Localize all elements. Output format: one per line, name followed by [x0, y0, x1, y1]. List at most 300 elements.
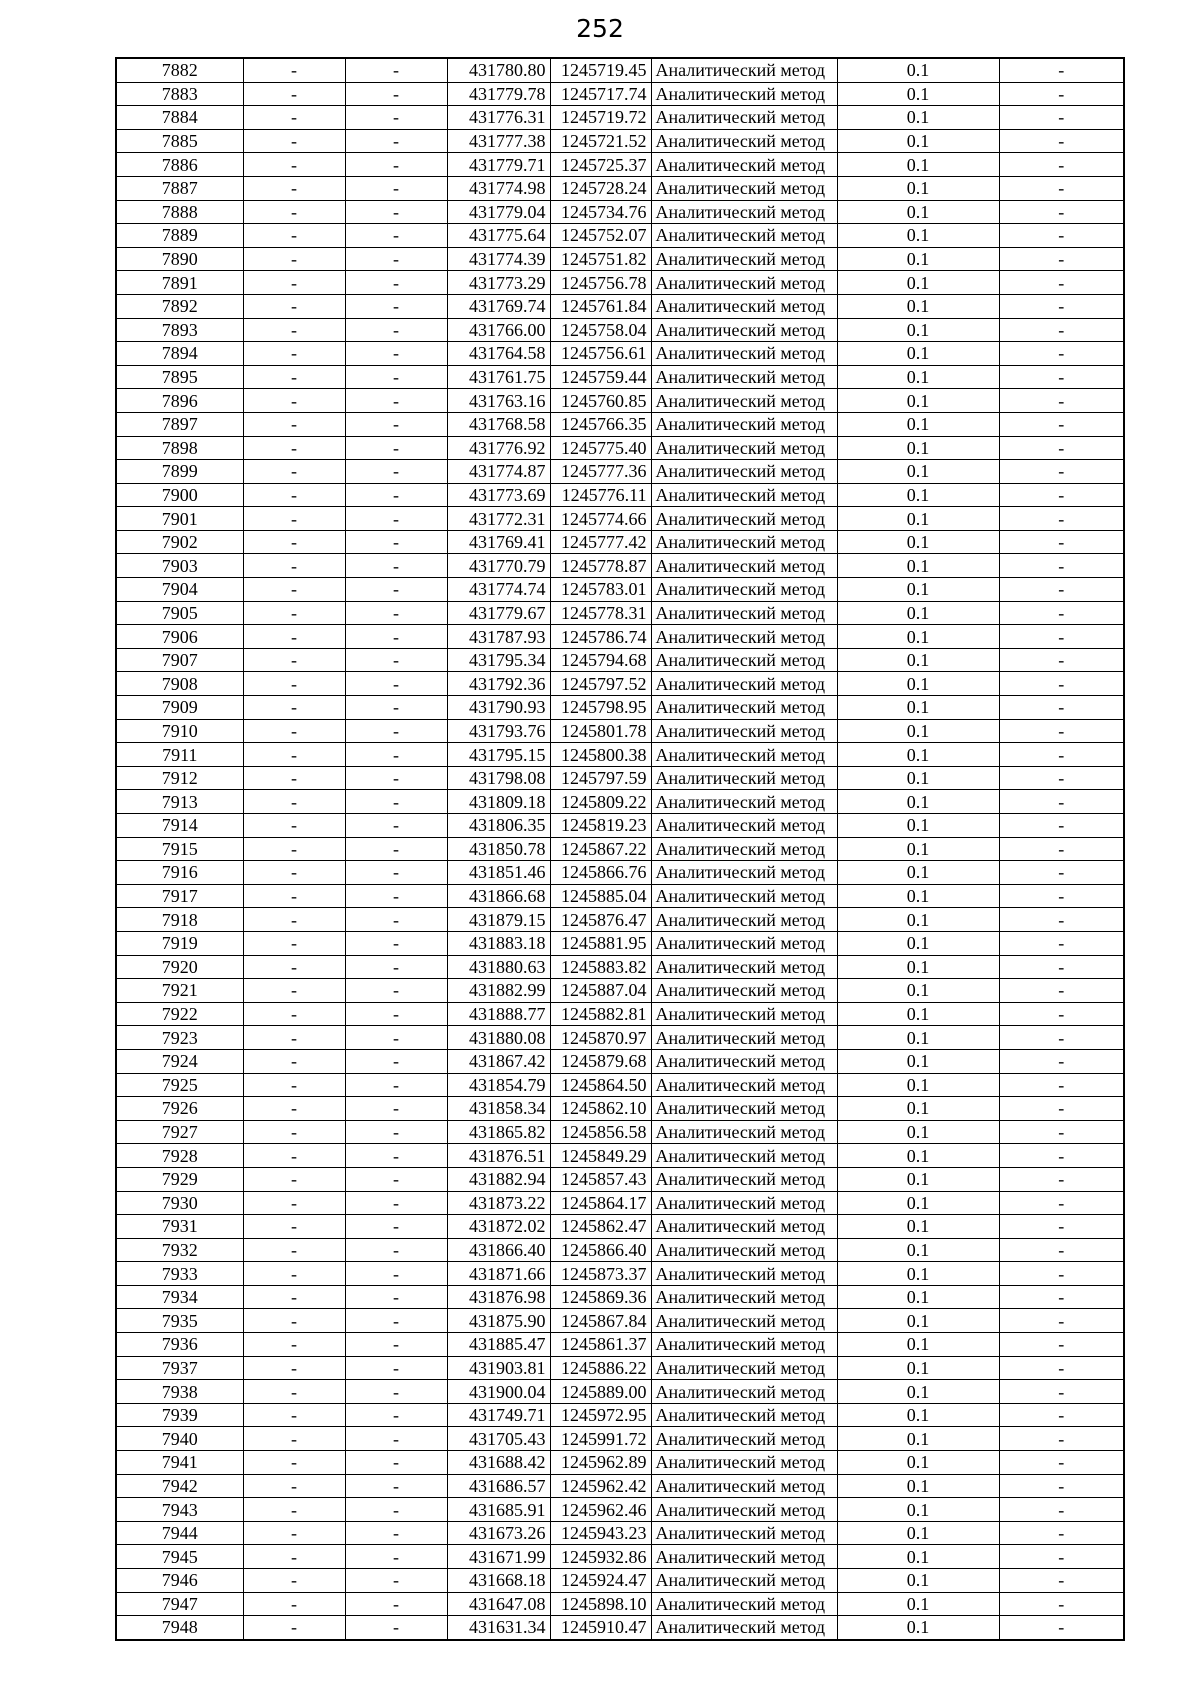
dash-cell: - [243, 1474, 345, 1498]
point-number-cell: 7906 [116, 625, 243, 649]
point-number-cell: 7938 [116, 1380, 243, 1404]
point-number-cell: 7936 [116, 1333, 243, 1357]
x-coordinate-cell: 431673.26 [447, 1521, 550, 1545]
point-number-cell: 7897 [116, 412, 243, 436]
x-coordinate-cell: 431780.80 [447, 58, 550, 82]
method-cell: Аналитический метод [651, 790, 837, 814]
dash-cell: - [999, 837, 1124, 861]
accuracy-cell: 0.1 [837, 389, 999, 413]
method-cell: Аналитический метод [651, 58, 837, 82]
accuracy-cell: 0.1 [837, 224, 999, 248]
dash-cell: - [999, 224, 1124, 248]
y-coordinate-cell: 1245819.23 [550, 814, 651, 838]
table-row [116, 1002, 1124, 1026]
dash-cell: - [243, 389, 345, 413]
accuracy-cell: 0.1 [837, 483, 999, 507]
x-coordinate-cell: 431866.40 [447, 1238, 550, 1262]
method-cell: Аналитический метод [651, 106, 837, 130]
accuracy-cell: 0.1 [837, 1403, 999, 1427]
accuracy-cell: 0.1 [837, 1427, 999, 1451]
accuracy-cell: 0.1 [837, 1356, 999, 1380]
point-number-cell: 7935 [116, 1309, 243, 1333]
x-coordinate-cell: 431774.39 [447, 247, 550, 271]
x-coordinate-cell: 431769.41 [447, 530, 550, 554]
y-coordinate-cell: 1245761.84 [550, 294, 651, 318]
dash-cell: - [243, 483, 345, 507]
point-number-cell: 7925 [116, 1073, 243, 1097]
point-number-cell: 7948 [116, 1616, 243, 1640]
x-coordinate-cell: 431647.08 [447, 1592, 550, 1616]
table-row [116, 861, 1124, 885]
accuracy-cell: 0.1 [837, 294, 999, 318]
table-row [116, 1569, 1124, 1593]
method-cell: Аналитический метод [651, 271, 837, 295]
y-coordinate-cell: 1245881.95 [550, 931, 651, 955]
x-coordinate-cell: 431866.68 [447, 884, 550, 908]
table-row [116, 554, 1124, 578]
dash-cell: - [243, 1191, 345, 1215]
accuracy-cell: 0.1 [837, 365, 999, 389]
dash-cell: - [345, 1120, 447, 1144]
y-coordinate-cell: 1245797.59 [550, 766, 651, 790]
dash-cell: - [999, 648, 1124, 672]
x-coordinate-cell: 431774.98 [447, 176, 550, 200]
x-coordinate-cell: 431809.18 [447, 790, 550, 814]
x-coordinate-cell: 431903.81 [447, 1356, 550, 1380]
dash-cell: - [999, 530, 1124, 554]
accuracy-cell: 0.1 [837, 1191, 999, 1215]
y-coordinate-cell: 1245783.01 [550, 578, 651, 602]
y-coordinate-cell: 1245876.47 [550, 908, 651, 932]
method-cell: Аналитический метод [651, 908, 837, 932]
table-row [116, 1309, 1124, 1333]
point-number-cell: 7942 [116, 1474, 243, 1498]
x-coordinate-cell: 431779.67 [447, 601, 550, 625]
accuracy-cell: 0.1 [837, 412, 999, 436]
dash-cell: - [243, 436, 345, 460]
dash-cell: - [999, 1026, 1124, 1050]
dash-cell: - [345, 1569, 447, 1593]
method-cell: Аналитический метод [651, 1380, 837, 1404]
table-row [116, 389, 1124, 413]
dash-cell: - [999, 1073, 1124, 1097]
dash-cell: - [243, 578, 345, 602]
point-number-cell: 7895 [116, 365, 243, 389]
method-cell: Аналитический метод [651, 719, 837, 743]
dash-cell: - [999, 153, 1124, 177]
dash-cell: - [999, 389, 1124, 413]
dash-cell: - [243, 719, 345, 743]
dash-cell: - [243, 672, 345, 696]
dash-cell: - [345, 908, 447, 932]
method-cell: Аналитический метод [651, 1616, 837, 1640]
dash-cell: - [999, 719, 1124, 743]
table-row [116, 153, 1124, 177]
dash-cell: - [345, 224, 447, 248]
dash-cell: - [345, 743, 447, 767]
table-row [116, 1545, 1124, 1569]
x-coordinate-cell: 431774.87 [447, 460, 550, 484]
dash-cell: - [999, 1191, 1124, 1215]
y-coordinate-cell: 1245809.22 [550, 790, 651, 814]
x-coordinate-cell: 431793.76 [447, 719, 550, 743]
dash-cell: - [345, 648, 447, 672]
dash-cell: - [999, 460, 1124, 484]
point-number-cell: 7928 [116, 1144, 243, 1168]
dash-cell: - [345, 1427, 447, 1451]
method-cell: Аналитический метод [651, 672, 837, 696]
method-cell: Аналитический метод [651, 743, 837, 767]
coordinates-table [115, 57, 1125, 1641]
x-coordinate-cell: 431851.46 [447, 861, 550, 885]
x-coordinate-cell: 431880.08 [447, 1026, 550, 1050]
dash-cell: - [345, 1521, 447, 1545]
dash-cell: - [243, 648, 345, 672]
accuracy-cell: 0.1 [837, 1144, 999, 1168]
dash-cell: - [999, 1380, 1124, 1404]
point-number-cell: 7943 [116, 1498, 243, 1522]
table-row [116, 790, 1124, 814]
dash-cell: - [345, 696, 447, 720]
point-number-cell: 7914 [116, 814, 243, 838]
dash-cell: - [243, 1545, 345, 1569]
method-cell: Аналитический метод [651, 578, 837, 602]
x-coordinate-cell: 431806.35 [447, 814, 550, 838]
x-coordinate-cell: 431774.74 [447, 578, 550, 602]
dash-cell: - [345, 719, 447, 743]
method-cell: Аналитический метод [651, 1521, 837, 1545]
dash-cell: - [243, 247, 345, 271]
accuracy-cell: 0.1 [837, 1616, 999, 1640]
method-cell: Аналитический метод [651, 1120, 837, 1144]
dash-cell: - [999, 1498, 1124, 1522]
y-coordinate-cell: 1245725.37 [550, 153, 651, 177]
accuracy-cell: 0.1 [837, 129, 999, 153]
table-row [116, 1144, 1124, 1168]
point-number-cell: 7887 [116, 176, 243, 200]
dash-cell: - [243, 908, 345, 932]
x-coordinate-cell: 431776.31 [447, 106, 550, 130]
dash-cell: - [345, 861, 447, 885]
dash-cell: - [243, 1026, 345, 1050]
y-coordinate-cell: 1245869.36 [550, 1285, 651, 1309]
dash-cell: - [999, 908, 1124, 932]
dash-cell: - [999, 412, 1124, 436]
table-row [116, 719, 1124, 743]
x-coordinate-cell: 431749.71 [447, 1403, 550, 1427]
dash-cell: - [999, 1403, 1124, 1427]
table-row [116, 365, 1124, 389]
dash-cell: - [243, 1616, 345, 1640]
accuracy-cell: 0.1 [837, 648, 999, 672]
dash-cell: - [243, 530, 345, 554]
method-cell: Аналитический метод [651, 389, 837, 413]
dash-cell: - [243, 1427, 345, 1451]
table-row [116, 294, 1124, 318]
dash-cell: - [345, 1309, 447, 1333]
accuracy-cell: 0.1 [837, 578, 999, 602]
dash-cell: - [345, 672, 447, 696]
y-coordinate-cell: 1245870.97 [550, 1026, 651, 1050]
dash-cell: - [243, 766, 345, 790]
dash-cell: - [345, 1167, 447, 1191]
dash-cell: - [345, 979, 447, 1003]
x-coordinate-cell: 431779.04 [447, 200, 550, 224]
point-number-cell: 7944 [116, 1521, 243, 1545]
method-cell: Аналитический метод [651, 1049, 837, 1073]
y-coordinate-cell: 1245887.04 [550, 979, 651, 1003]
x-coordinate-cell: 431685.91 [447, 1498, 550, 1522]
accuracy-cell: 0.1 [837, 814, 999, 838]
dash-cell: - [999, 814, 1124, 838]
dash-cell: - [999, 766, 1124, 790]
y-coordinate-cell: 1245864.17 [550, 1191, 651, 1215]
x-coordinate-cell: 431883.18 [447, 931, 550, 955]
y-coordinate-cell: 1245867.22 [550, 837, 651, 861]
x-coordinate-cell: 431671.99 [447, 1545, 550, 1569]
point-number-cell: 7900 [116, 483, 243, 507]
dash-cell: - [345, 412, 447, 436]
dash-cell: - [243, 507, 345, 531]
dash-cell: - [999, 271, 1124, 295]
method-cell: Аналитический метод [651, 1403, 837, 1427]
y-coordinate-cell: 1245861.37 [550, 1333, 651, 1357]
point-number-cell: 7891 [116, 271, 243, 295]
dash-cell: - [345, 1073, 447, 1097]
table-row [116, 884, 1124, 908]
dash-cell: - [999, 1285, 1124, 1309]
y-coordinate-cell: 1245775.40 [550, 436, 651, 460]
method-cell: Аналитический метод [651, 1474, 837, 1498]
point-number-cell: 7894 [116, 342, 243, 366]
point-number-cell: 7909 [116, 696, 243, 720]
accuracy-cell: 0.1 [837, 884, 999, 908]
dash-cell: - [243, 1498, 345, 1522]
dash-cell: - [243, 743, 345, 767]
page-number: 252 [576, 14, 624, 43]
accuracy-cell: 0.1 [837, 1380, 999, 1404]
dash-cell: - [243, 271, 345, 295]
method-cell: Аналитический метод [651, 1592, 837, 1616]
table-row [116, 1073, 1124, 1097]
table-row [116, 483, 1124, 507]
table-row [116, 743, 1124, 767]
method-cell: Аналитический метод [651, 460, 837, 484]
y-coordinate-cell: 1245879.68 [550, 1049, 651, 1073]
table-row [116, 1285, 1124, 1309]
table-row [116, 1616, 1124, 1640]
dash-cell: - [345, 153, 447, 177]
dash-cell: - [243, 1309, 345, 1333]
dash-cell: - [999, 1427, 1124, 1451]
y-coordinate-cell: 1245866.76 [550, 861, 651, 885]
accuracy-cell: 0.1 [837, 460, 999, 484]
point-number-cell: 7902 [116, 530, 243, 554]
y-coordinate-cell: 1245864.50 [550, 1073, 651, 1097]
accuracy-cell: 0.1 [837, 200, 999, 224]
point-number-cell: 7940 [116, 1427, 243, 1451]
dash-cell: - [243, 1262, 345, 1286]
x-coordinate-cell: 431773.69 [447, 483, 550, 507]
method-cell: Аналитический метод [651, 412, 837, 436]
dash-cell: - [243, 1569, 345, 1593]
point-number-cell: 7898 [116, 436, 243, 460]
accuracy-cell: 0.1 [837, 106, 999, 130]
dash-cell: - [243, 1403, 345, 1427]
x-coordinate-cell: 431761.75 [447, 365, 550, 389]
point-number-cell: 7923 [116, 1026, 243, 1050]
table-row [116, 1474, 1124, 1498]
point-number-cell: 7888 [116, 200, 243, 224]
dash-cell: - [999, 1002, 1124, 1026]
method-cell: Аналитический метод [651, 153, 837, 177]
dash-cell: - [999, 1616, 1124, 1640]
x-coordinate-cell: 431858.34 [447, 1097, 550, 1121]
accuracy-cell: 0.1 [837, 58, 999, 82]
table-row [116, 271, 1124, 295]
accuracy-cell: 0.1 [837, 696, 999, 720]
point-number-cell: 7946 [116, 1569, 243, 1593]
y-coordinate-cell: 1245798.95 [550, 696, 651, 720]
y-coordinate-cell: 1245786.74 [550, 625, 651, 649]
dash-cell: - [243, 790, 345, 814]
x-coordinate-cell: 431668.18 [447, 1569, 550, 1593]
accuracy-cell: 0.1 [837, 1238, 999, 1262]
accuracy-cell: 0.1 [837, 1262, 999, 1286]
dash-cell: - [243, 224, 345, 248]
dash-cell: - [345, 1144, 447, 1168]
point-number-cell: 7884 [116, 106, 243, 130]
y-coordinate-cell: 1245943.23 [550, 1521, 651, 1545]
x-coordinate-cell: 431867.42 [447, 1049, 550, 1073]
dash-cell: - [999, 1521, 1124, 1545]
method-cell: Аналитический метод [651, 1144, 837, 1168]
table-row [116, 1120, 1124, 1144]
point-number-cell: 7911 [116, 743, 243, 767]
method-cell: Аналитический метод [651, 554, 837, 578]
table-row [116, 1498, 1124, 1522]
method-cell: Аналитический метод [651, 814, 837, 838]
dash-cell: - [345, 625, 447, 649]
x-coordinate-cell: 431876.51 [447, 1144, 550, 1168]
accuracy-cell: 0.1 [837, 176, 999, 200]
accuracy-cell: 0.1 [837, 1521, 999, 1545]
dash-cell: - [243, 884, 345, 908]
accuracy-cell: 0.1 [837, 1120, 999, 1144]
table-row [116, 601, 1124, 625]
point-number-cell: 7922 [116, 1002, 243, 1026]
dash-cell: - [345, 1215, 447, 1239]
method-cell: Аналитический метод [651, 436, 837, 460]
method-cell: Аналитический метод [651, 1285, 837, 1309]
accuracy-cell: 0.1 [837, 1498, 999, 1522]
dash-cell: - [999, 672, 1124, 696]
table-row [116, 436, 1124, 460]
x-coordinate-cell: 431790.93 [447, 696, 550, 720]
dash-cell: - [345, 554, 447, 578]
dash-cell: - [999, 1474, 1124, 1498]
dash-cell: - [243, 1002, 345, 1026]
dash-cell: - [999, 884, 1124, 908]
dash-cell: - [345, 1545, 447, 1569]
dash-cell: - [243, 1120, 345, 1144]
dash-cell: - [345, 884, 447, 908]
table-row [116, 1427, 1124, 1451]
point-number-cell: 7917 [116, 884, 243, 908]
dash-cell: - [345, 766, 447, 790]
point-number-cell: 7924 [116, 1049, 243, 1073]
method-cell: Аналитический метод [651, 1356, 837, 1380]
table-row [116, 814, 1124, 838]
y-coordinate-cell: 1245898.10 [550, 1592, 651, 1616]
x-coordinate-cell: 431768.58 [447, 412, 550, 436]
x-coordinate-cell: 431798.08 [447, 766, 550, 790]
dash-cell: - [999, 979, 1124, 1003]
x-coordinate-cell: 431766.00 [447, 318, 550, 342]
dash-cell: - [243, 955, 345, 979]
accuracy-cell: 0.1 [837, 861, 999, 885]
dash-cell: - [243, 129, 345, 153]
table-row [116, 1049, 1124, 1073]
method-cell: Аналитический метод [651, 318, 837, 342]
y-coordinate-cell: 1245862.47 [550, 1215, 651, 1239]
x-coordinate-cell: 431769.74 [447, 294, 550, 318]
table-row [116, 1238, 1124, 1262]
dash-cell: - [345, 318, 447, 342]
table-row [116, 1167, 1124, 1191]
table-row [116, 1262, 1124, 1286]
accuracy-cell: 0.1 [837, 554, 999, 578]
point-number-cell: 7939 [116, 1403, 243, 1427]
table-row [116, 1097, 1124, 1121]
table-row [116, 578, 1124, 602]
method-cell: Аналитический метод [651, 200, 837, 224]
x-coordinate-cell: 431876.98 [447, 1285, 550, 1309]
dash-cell: - [243, 1285, 345, 1309]
y-coordinate-cell: 1245800.38 [550, 743, 651, 767]
accuracy-cell: 0.1 [837, 1592, 999, 1616]
y-coordinate-cell: 1245910.47 [550, 1616, 651, 1640]
method-cell: Аналитический метод [651, 1073, 837, 1097]
y-coordinate-cell: 1245794.68 [550, 648, 651, 672]
x-coordinate-cell: 431795.34 [447, 648, 550, 672]
y-coordinate-cell: 1245867.84 [550, 1309, 651, 1333]
dash-cell: - [999, 82, 1124, 106]
dash-cell: - [345, 814, 447, 838]
y-coordinate-cell: 1245756.61 [550, 342, 651, 366]
point-number-cell: 7896 [116, 389, 243, 413]
dash-cell: - [999, 294, 1124, 318]
dash-cell: - [999, 1545, 1124, 1569]
point-number-cell: 7893 [116, 318, 243, 342]
method-cell: Аналитический метод [651, 1215, 837, 1239]
y-coordinate-cell: 1245849.29 [550, 1144, 651, 1168]
y-coordinate-cell: 1245932.86 [550, 1545, 651, 1569]
dash-cell: - [999, 365, 1124, 389]
dash-cell: - [999, 1309, 1124, 1333]
dash-cell: - [999, 790, 1124, 814]
dash-cell: - [243, 1144, 345, 1168]
y-coordinate-cell: 1245760.85 [550, 389, 651, 413]
accuracy-cell: 0.1 [837, 1545, 999, 1569]
table-row [116, 955, 1124, 979]
dash-cell: - [345, 129, 447, 153]
method-cell: Аналитический метод [651, 82, 837, 106]
accuracy-cell: 0.1 [837, 1285, 999, 1309]
x-coordinate-cell: 431764.58 [447, 342, 550, 366]
dash-cell: - [999, 318, 1124, 342]
point-number-cell: 7908 [116, 672, 243, 696]
